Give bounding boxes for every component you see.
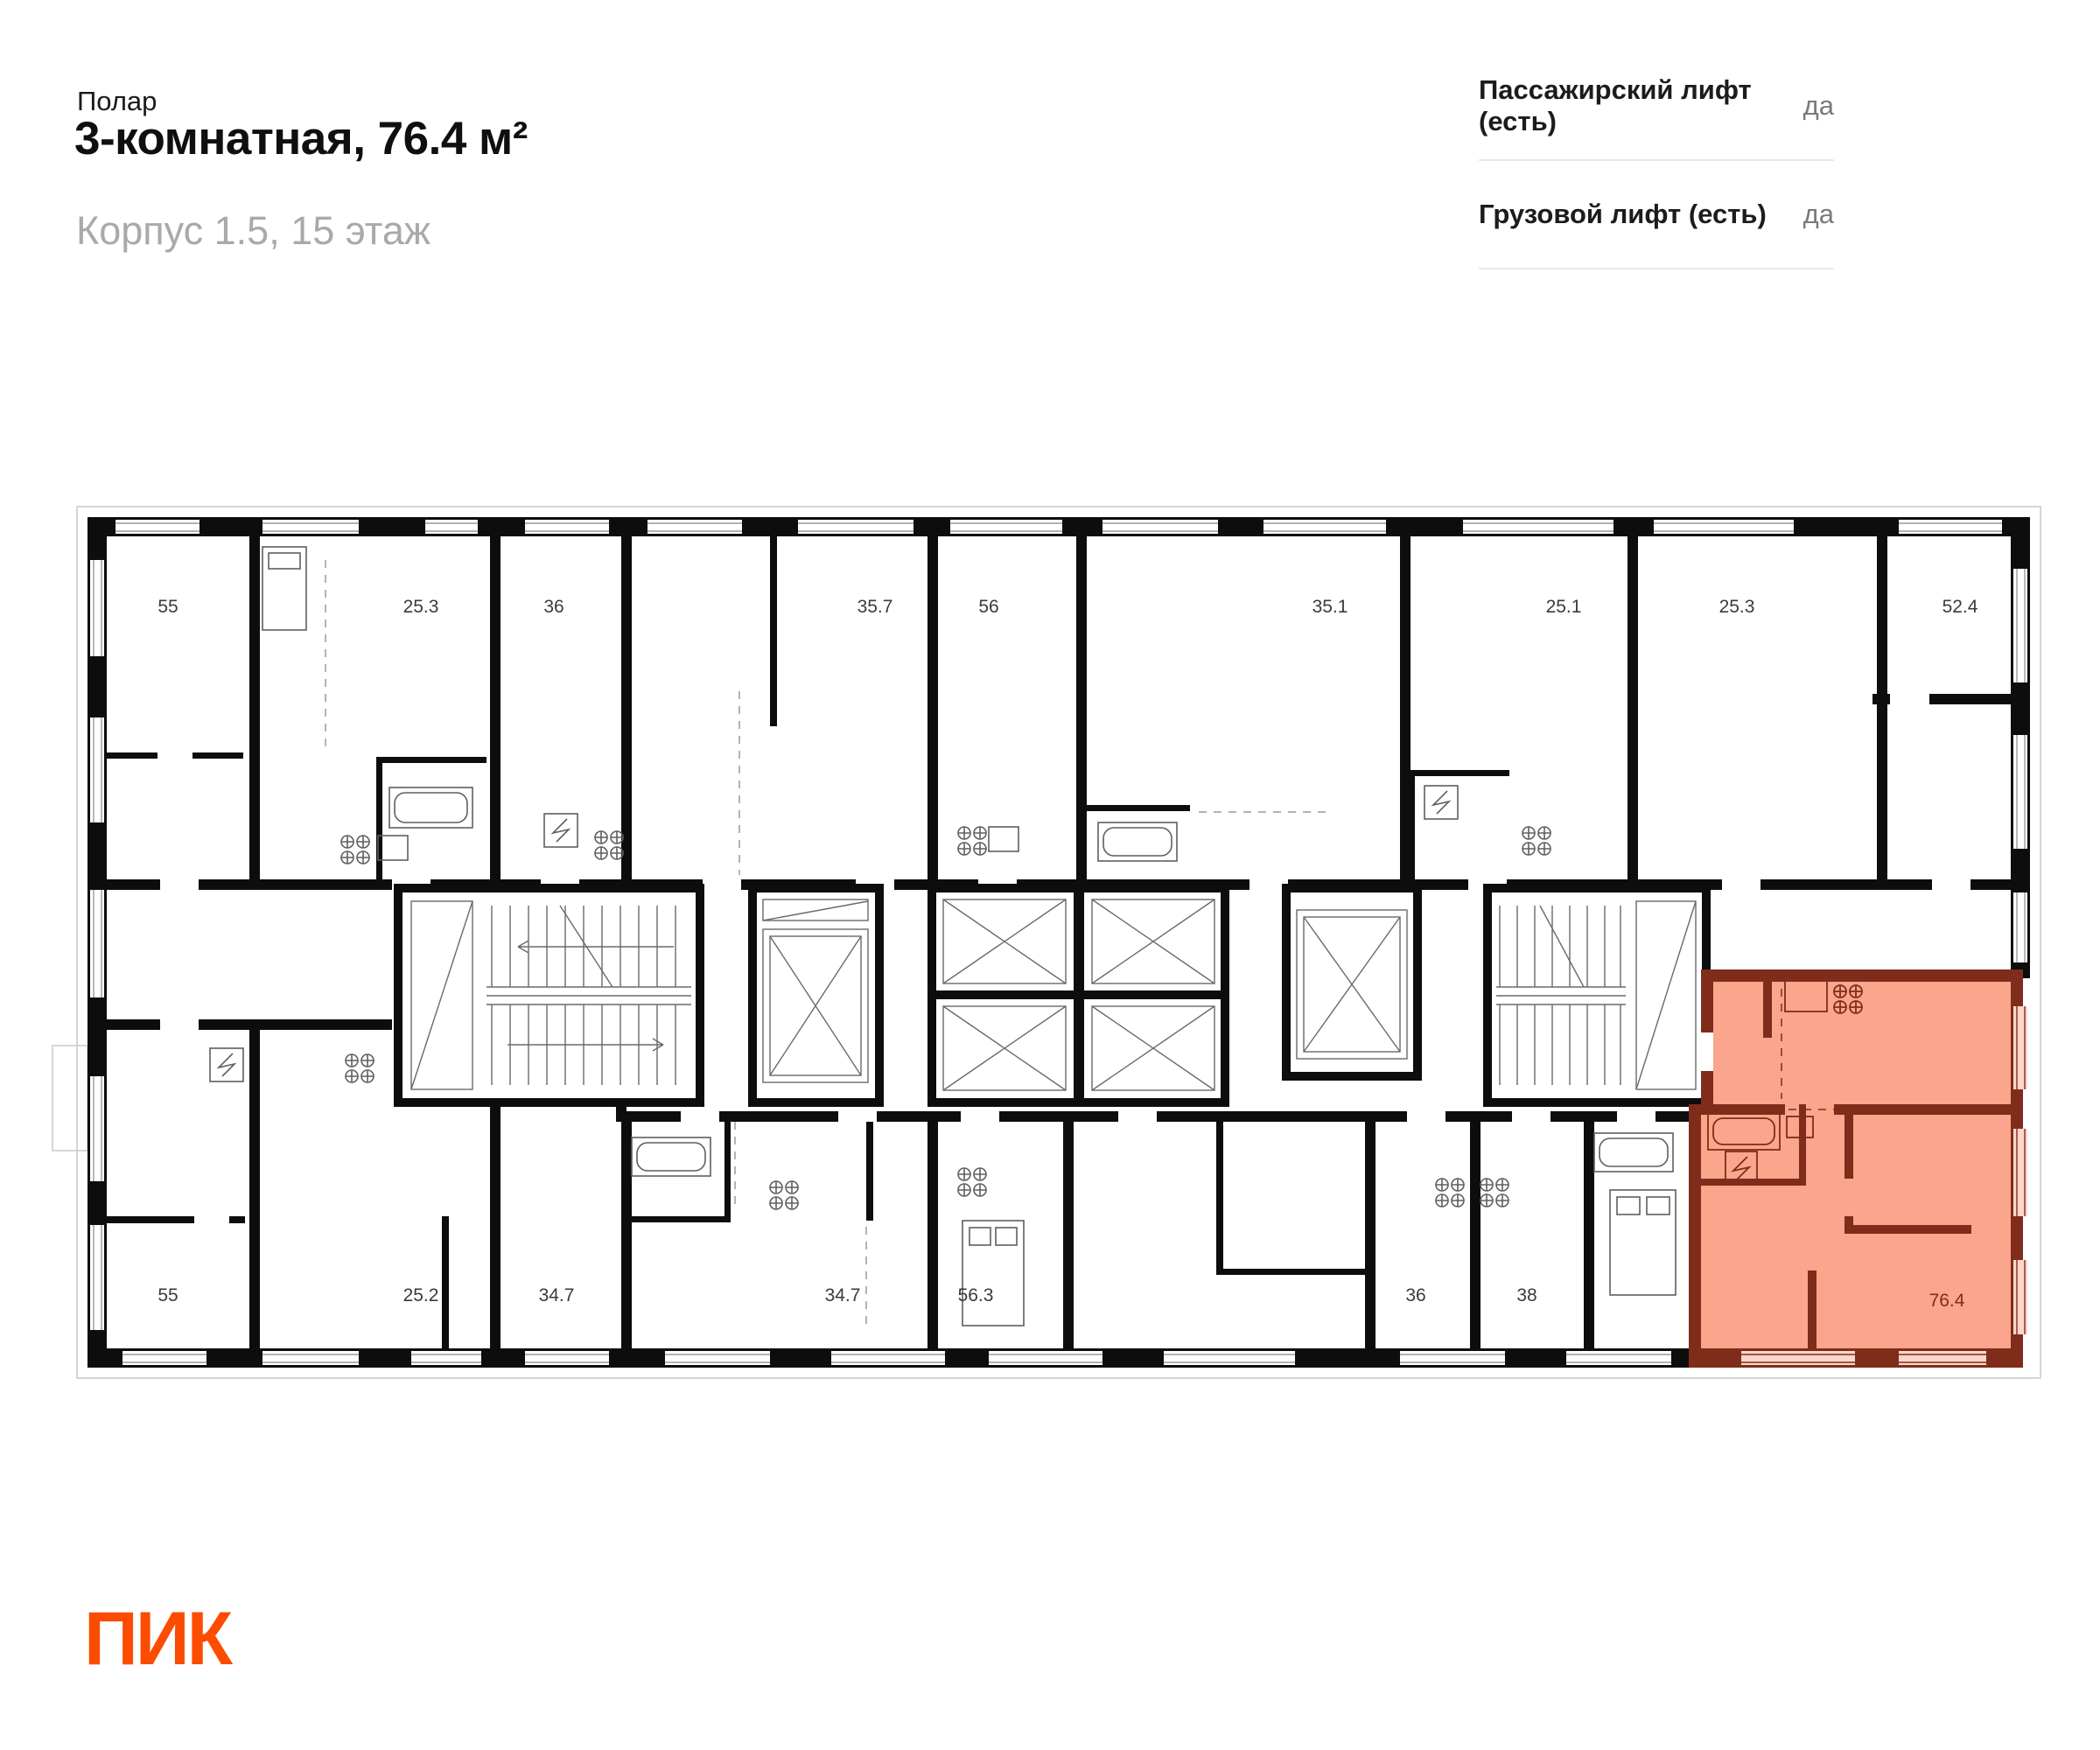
pik-logo: ПИК — [84, 1597, 231, 1681]
cargo-lift-label: Грузовой лифт (есть) — [1479, 199, 1767, 229]
unit-area-label: 55 — [158, 1285, 178, 1306]
stair-core-left — [398, 888, 700, 1102]
unit-area-label: 38 — [1516, 1285, 1537, 1306]
elevator-core-2 — [932, 888, 1225, 1102]
passenger-lift-value: да — [1802, 90, 1834, 121]
unit-area-label: 25.2 — [402, 1285, 439, 1306]
unit-area-label: 34.7 — [824, 1285, 861, 1306]
unit-area-label: 34.7 — [538, 1285, 575, 1306]
page-title: 3-комнатная, 76.4 м² — [74, 113, 528, 164]
unit-area-label-highlighted: 76.4 — [1928, 1291, 1965, 1311]
unit-area-label: 36 — [543, 597, 564, 617]
stair-core-right — [1488, 888, 1706, 1102]
unit-area-label: 25.3 — [402, 597, 439, 617]
unit-area-label: 56.3 — [957, 1285, 994, 1306]
unit-area-label: 56 — [978, 597, 999, 617]
elevator-core-1 — [752, 888, 879, 1102]
elevator-core-3 — [1286, 888, 1418, 1076]
project-name: Полар — [77, 86, 158, 116]
cargo-lift-value: да — [1802, 199, 1834, 229]
unit-area-label: 52.4 — [1942, 597, 1978, 617]
page-subtitle: Корпус 1.5, 15 этаж — [76, 208, 430, 253]
unit-area-label: 55 — [158, 597, 178, 617]
unit-area-label: 25.3 — [1718, 597, 1755, 617]
unit-area-label: 36 — [1405, 1285, 1426, 1306]
highlighted-entry-door — [1701, 1032, 1713, 1071]
highlighted-apartment[interactable] — [1689, 970, 2027, 1368]
unit-area-label: 25.1 — [1545, 597, 1582, 617]
unit-area-label: 35.7 — [857, 597, 893, 617]
unit-area-label: 35.1 — [1312, 597, 1348, 617]
passenger-lift-label: Пассажирский лифт (есть) — [1479, 74, 1752, 136]
